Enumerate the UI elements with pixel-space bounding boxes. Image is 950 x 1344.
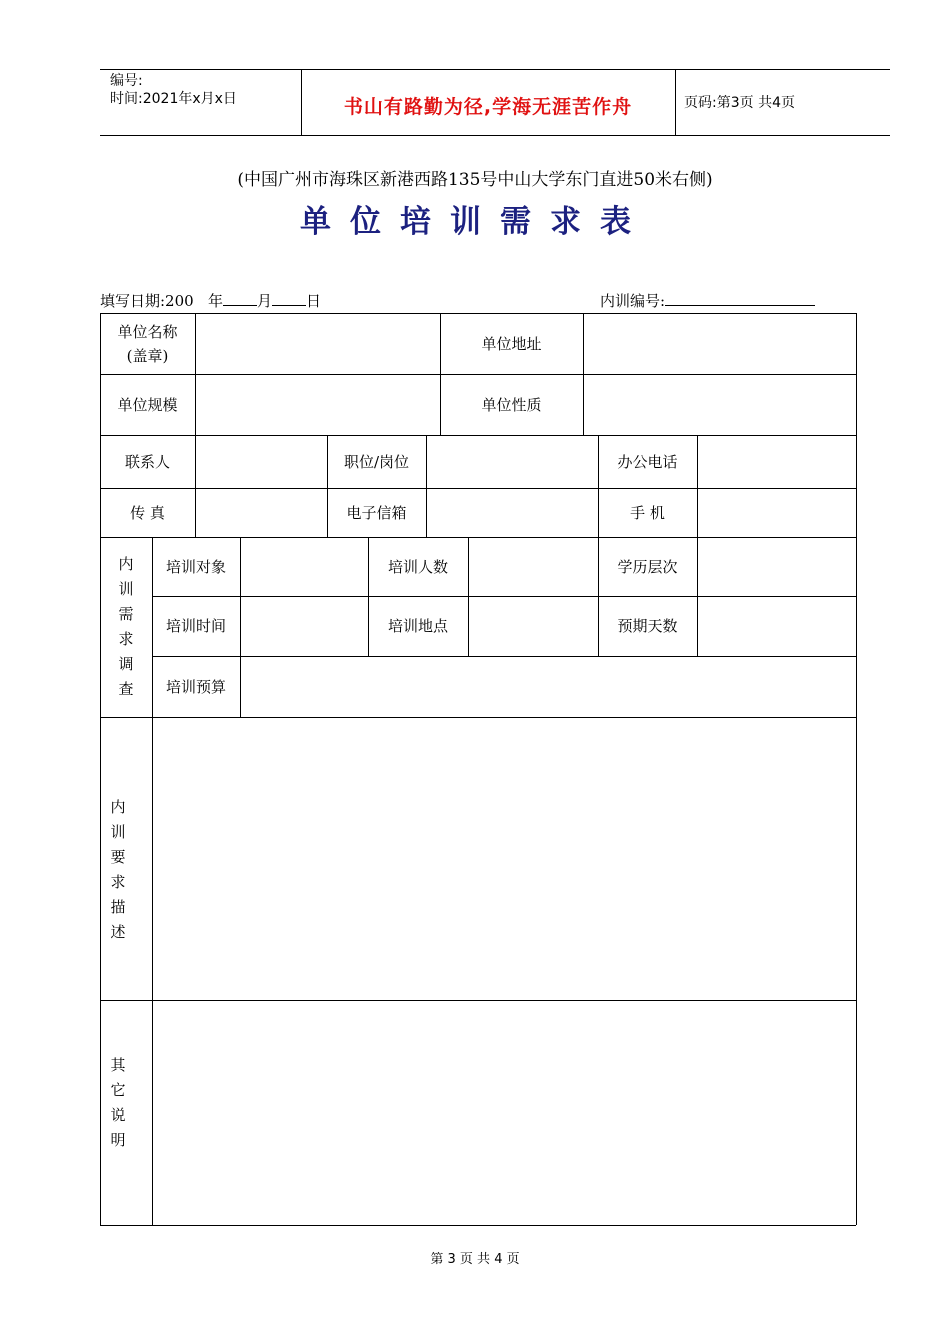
other-notes-field[interactable]	[153, 1001, 856, 1225]
unit-scale-field[interactable]	[196, 375, 440, 435]
other-char: 其	[110, 1056, 126, 1074]
page-label: 页码:第3页 共4页	[684, 95, 795, 111]
header-bottom-rule	[100, 135, 890, 136]
training-budget-field[interactable]	[241, 657, 856, 717]
position-field[interactable]	[427, 436, 598, 488]
fax-label: 传 真	[130, 503, 165, 522]
table-rule	[856, 313, 857, 1225]
survey-char: 查	[118, 680, 134, 698]
expected-days-label: 预期天数	[617, 617, 678, 635]
survey-char: 需	[118, 605, 134, 623]
requirements-char: 描	[110, 898, 126, 916]
trainees-field[interactable]	[241, 538, 368, 596]
table-rule	[100, 1225, 856, 1226]
fax-field[interactable]	[196, 489, 327, 537]
unit-name-label	[100, 313, 195, 374]
trainee-count-field[interactable]	[469, 538, 598, 596]
training-time-label: 培训时间	[165, 617, 226, 635]
serial-label: 编号:	[110, 73, 143, 89]
unit-scale-label: 单位规模	[117, 395, 178, 414]
email-label: 电子信箱	[346, 503, 407, 522]
page-title: 单位培训需求表	[300, 204, 650, 240]
unit-address-label: 单位地址	[481, 334, 542, 353]
requirements-char: 内	[110, 798, 126, 816]
fill-month-label: 月	[257, 292, 273, 310]
time-label: 时间:2021年x月x日	[110, 91, 237, 107]
expected-days-field[interactable]	[698, 597, 856, 656]
position-label: 职位/岗位	[343, 452, 410, 471]
day-blank[interactable]	[272, 291, 306, 306]
survey-char: 求	[118, 630, 134, 648]
unit-name-text: 单位名称	[117, 322, 178, 341]
trainees-label: 培训对象	[165, 557, 226, 576]
unit-seal-text: (盖章)	[126, 346, 169, 365]
address-line: (中国广州市海珠区新港西路135号中山大学东门直进50米右侧)	[237, 170, 713, 190]
requirements-char: 求	[110, 873, 126, 891]
header-top-rule	[100, 69, 890, 70]
unit-nature-label: 单位性质	[481, 395, 542, 414]
training-place-label: 培训地点	[387, 617, 448, 635]
requirements-field[interactable]	[153, 718, 856, 1000]
training-budget-label: 培训预算	[165, 677, 226, 696]
other-char: 它	[110, 1081, 126, 1099]
trainee-count-label: 培训人数	[387, 557, 448, 576]
fill-date	[100, 290, 321, 311]
survey-char: 调	[118, 655, 134, 673]
unit-address-field[interactable]	[584, 314, 856, 374]
training-time-field[interactable]	[241, 597, 368, 656]
email-field[interactable]	[427, 489, 598, 537]
requirements-section-label	[92, 795, 144, 945]
survey-section-label	[100, 552, 152, 702]
mobile-field[interactable]	[698, 489, 856, 537]
other-section-label	[92, 1053, 144, 1153]
mobile-label: 手 机	[630, 503, 665, 522]
requirements-char: 述	[110, 923, 126, 941]
page-footer: 第 3 页 共 4 页	[430, 1252, 520, 1267]
training-place-field[interactable]	[469, 597, 598, 656]
internal-no-blank[interactable]	[665, 291, 815, 306]
header-divider	[675, 69, 676, 136]
unit-name-field[interactable]	[196, 314, 440, 374]
education-label: 学历层次	[617, 557, 678, 576]
contact-field[interactable]	[196, 436, 327, 488]
internal-no-label: 内训编号:	[600, 292, 666, 310]
office-phone-field[interactable]	[698, 436, 856, 488]
other-char: 说	[110, 1106, 126, 1124]
requirements-char: 训	[110, 823, 126, 841]
survey-char: 训	[118, 580, 134, 598]
office-phone-label: 办公电话	[617, 452, 678, 471]
month-blank[interactable]	[223, 291, 257, 306]
education-field[interactable]	[698, 538, 856, 596]
other-char: 明	[110, 1131, 126, 1149]
fill-date-prefix: 填写日期:200	[100, 292, 194, 310]
requirements-char: 要	[110, 848, 126, 866]
header-motto: 书山有路勤为径,学海无涯苦作舟	[343, 96, 633, 118]
internal-no	[600, 290, 815, 311]
contact-label: 联系人	[124, 452, 170, 471]
unit-nature-field[interactable]	[584, 375, 856, 435]
survey-char: 内	[118, 555, 134, 573]
fill-year-label: 年	[208, 292, 224, 310]
fill-day-label: 日	[306, 292, 322, 310]
